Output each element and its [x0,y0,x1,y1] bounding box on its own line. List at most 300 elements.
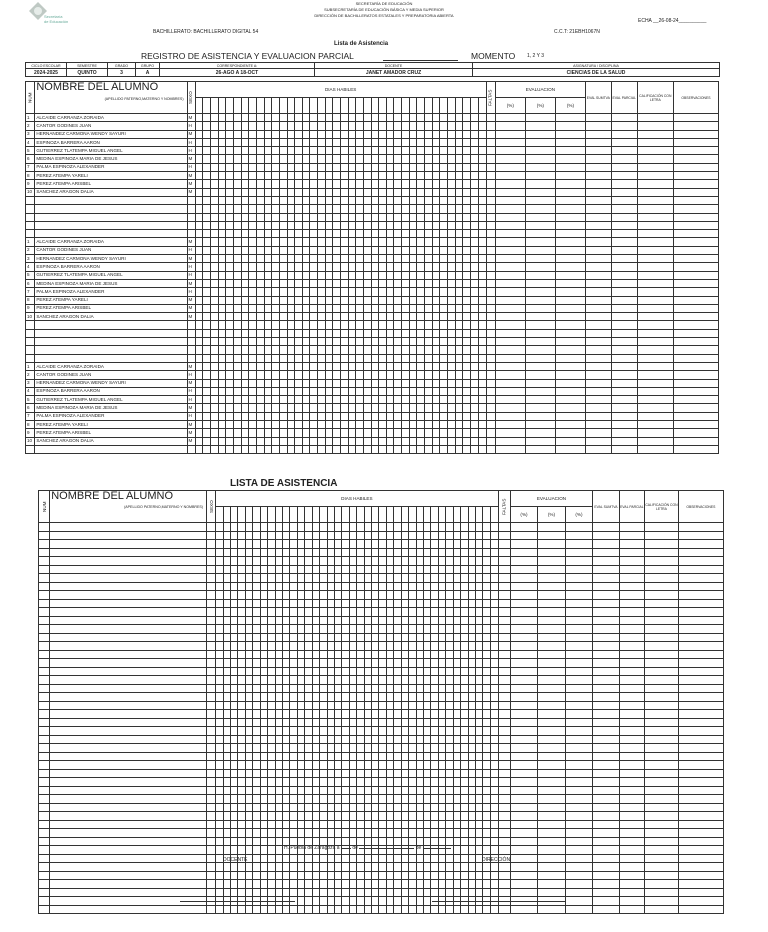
grid-cell [645,727,679,736]
grid-cell [402,271,410,279]
grid-cell [538,905,565,914]
grid-cell [195,172,203,180]
grid-cell [417,429,425,437]
grid-cell [431,778,438,787]
grid-cell [223,735,230,744]
grid-cell [401,803,408,812]
grid-cell [318,420,326,428]
grid-cell [327,633,334,642]
grid-cell [357,854,364,863]
grid-cell [282,812,289,821]
grid-cell [447,114,455,122]
grid-cell [216,565,223,574]
grid-cell [673,255,718,263]
grid-cell [275,557,282,566]
grid-cell [673,437,718,445]
grid-cell [475,608,482,617]
grid-cell [645,574,679,583]
grid-cell [279,437,287,445]
grid-cell [302,188,310,196]
grid-cell [478,271,486,279]
grid-cell [249,288,257,296]
grid-cell [226,263,234,271]
grid-cell [272,138,280,146]
grid-cell [498,863,510,872]
day-header-cell [453,507,460,523]
grid-cell [645,710,679,719]
grid-cell [203,371,211,379]
grid-cell [268,523,275,532]
grid-cell [645,591,679,600]
grid-cell [432,313,440,321]
row-sex: M [187,255,195,263]
grid-cell [211,396,219,404]
row-num [26,346,35,354]
grid-cell [498,523,510,532]
grid-cell [290,812,297,821]
grid-cell [325,396,333,404]
grid-cell [272,263,280,271]
grid-cell [372,591,379,600]
grid-cell [483,574,490,583]
grid-cell [409,180,417,188]
grid-cell [264,221,272,229]
grid-cell [211,138,219,146]
grid-cell [356,445,364,453]
grid-cell [334,727,341,736]
grid-cell [238,633,245,642]
grid-cell [195,338,203,346]
grid-cell [371,163,379,171]
grid-cell [356,296,364,304]
grid-cell [234,387,242,395]
grid-cell [416,633,423,642]
grid-cell [349,863,356,872]
grid-cell [555,263,585,271]
grid-cell [226,329,234,337]
grid-cell [417,329,425,337]
grid-cell [495,130,525,138]
grid-cell [619,574,644,583]
grid-cell [290,829,297,838]
row-num: 4 [26,263,35,271]
grid-cell [425,354,433,362]
grid-cell [619,812,644,821]
grid-cell [394,710,401,719]
grid-cell [394,633,401,642]
grid-cell [470,346,478,354]
grid-cell [241,163,249,171]
grid-cell [565,616,592,625]
grid-cell [231,727,238,736]
grid-cell [238,667,245,676]
grid-cell [379,114,387,122]
grid-cell [470,238,478,246]
grid-cell [245,846,252,855]
grid-cell [203,213,211,221]
grid-cell [290,557,297,566]
grid-cell [498,812,510,821]
grid-cell [371,371,379,379]
grid-cell [510,863,537,872]
grid-cell [645,837,679,846]
grid-cell [565,718,592,727]
grid-cell [483,769,490,778]
grid-cell [379,710,386,719]
grid-cell [241,387,249,395]
grid-cell [297,642,304,651]
grid-cell [490,880,498,889]
grid-cell [510,744,537,753]
grid-cell [498,744,510,753]
grid-cell [565,693,592,702]
grid-cell [401,769,408,778]
table-row [26,396,719,404]
grid-cell [461,557,468,566]
header-line-2: SUBSECRETARÍA DE EDUCACIÓN BÁSICA Y MEDIA SUPERIOR [324,7,444,12]
grid-cell [645,812,679,821]
grid-cell [253,616,260,625]
grid-cell [334,599,341,608]
grid-cell [295,371,303,379]
grid-cell [379,880,386,889]
grid-cell [478,221,486,229]
grid-cell [455,296,463,304]
row-sex [207,795,216,804]
grid-cell [585,354,611,362]
grid-cell [325,163,333,171]
table-row [26,437,719,445]
grid-cell [371,221,379,229]
grid-cell [272,354,280,362]
table-row [39,854,724,863]
grid-cell [223,803,230,812]
grid-cell [379,744,386,753]
grid-cell [195,279,203,287]
grid-cell [363,279,371,287]
grid-cell [364,608,371,617]
header-line-3: DIRECCIÓN DE BACHILLERATOS ESTATALES Y PREPARATORIA ABIERTA [314,13,454,18]
grid-cell [565,574,592,583]
grid-cell [216,548,223,557]
grid-cell [678,735,723,744]
grid-cell [371,180,379,188]
pct-header: (%) [565,507,592,523]
day-header-cell [468,507,475,523]
grid-cell [356,147,364,155]
grid-cell [305,565,312,574]
grid-cell [585,130,611,138]
grid-cell [619,650,644,659]
table-row [39,608,724,617]
grid-cell [447,346,455,354]
grid-cell [216,676,223,685]
grid-cell [268,642,275,651]
grid-cell [386,659,393,668]
grid-cell [264,147,272,155]
grid-cell [333,130,341,138]
grid-cell [249,346,257,354]
grid-cell [478,114,486,122]
grid-cell [379,761,386,770]
grid-cell [287,371,295,379]
grid-cell [325,263,333,271]
grid-cell [565,854,592,863]
grid-cell [363,429,371,437]
grid-cell [231,667,238,676]
table-row [26,279,719,287]
grid-cell [216,812,223,821]
grid-cell [565,531,592,540]
grid-cell [585,122,611,130]
grid-cell [310,346,318,354]
grid-cell [287,230,295,238]
grid-cell [637,396,673,404]
grid-cell [379,820,386,829]
grid-cell [463,114,471,122]
row-sex [207,718,216,727]
grid-cell [327,897,334,906]
grid-cell [461,548,468,557]
grid-cell [195,180,203,188]
grid-cell [431,769,438,778]
grid-cell [490,676,498,685]
grid-cell [318,387,326,395]
grid-cell [320,888,327,897]
grid-cell [417,445,425,453]
grid-cell [223,905,230,914]
grid-cell [637,188,673,196]
grid-cell [423,795,430,804]
grid-cell [333,288,341,296]
row-name [50,676,207,685]
grid-cell [565,625,592,634]
grid-cell [234,114,242,122]
grid-cell [402,371,410,379]
grid-cell [379,238,387,246]
grid-cell [290,523,297,532]
grid-cell [231,616,238,625]
grid-cell [416,565,423,574]
grid-cell [446,693,453,702]
grid-cell [372,829,379,838]
grid-cell [302,420,310,428]
grid-cell [348,163,356,171]
grid-cell [425,163,433,171]
grid-cell [475,531,482,540]
grid-cell [637,263,673,271]
grid-cell [238,795,245,804]
grid-cell [342,557,349,566]
grid-cell [297,523,304,532]
grid-cell [510,752,537,761]
grid-cell [555,230,585,238]
grid-cell [673,354,718,362]
grid-cell [386,786,393,795]
grid-cell [611,437,637,445]
row-sex [207,735,216,744]
grid-cell [268,591,275,600]
grid-cell [195,163,203,171]
grid-cell [394,888,401,897]
grid-cell [432,238,440,246]
grid-cell [483,778,490,787]
grid-cell [416,812,423,821]
grid-cell [356,396,364,404]
grid-cell [386,437,394,445]
grid-cell [379,263,387,271]
grid-cell [241,420,249,428]
table-row [39,735,724,744]
grid-cell [470,321,478,329]
grid-cell [402,230,410,238]
grid-cell [483,633,490,642]
sexo-header: SEXO [207,491,216,523]
grid-cell [386,778,393,787]
grid-cell [468,599,475,608]
grid-cell [423,735,430,744]
grid-cell [287,412,295,420]
grid-cell [555,379,585,387]
grid-cell [282,820,289,829]
grid-cell [431,795,438,804]
grid-cell [565,591,592,600]
grid-cell [468,531,475,540]
day-header-cell [356,98,364,114]
grid-cell [320,659,327,668]
grid-cell [310,188,318,196]
grid-cell [357,574,364,583]
grid-cell [409,437,417,445]
grid-cell [453,608,460,617]
grid-cell [223,769,230,778]
day-header-cell [211,98,219,114]
grid-cell [468,650,475,659]
grid-cell [260,727,267,736]
grid-cell [320,786,327,795]
grid-cell [320,735,327,744]
day-header-cell [342,507,349,523]
grid-cell [525,147,555,155]
grid-cell [318,279,326,287]
grid-cell [282,693,289,702]
grid-cell [282,829,289,838]
grid-cell [238,531,245,540]
grid-cell [678,727,723,736]
grid-cell [585,321,611,329]
grid-cell [333,437,341,445]
grid-cell [409,271,417,279]
dias-header: DIAS HABILES [195,82,486,98]
grid-cell [334,761,341,770]
grid-cell [409,905,416,914]
grid-cell [386,279,394,287]
grid-cell [490,752,498,761]
grid-cell [264,329,272,337]
grid-cell [565,650,592,659]
grid-cell [593,820,619,829]
grid-cell [495,263,525,271]
grid-cell [342,565,349,574]
grid-cell [611,180,637,188]
grid-cell [318,321,326,329]
grid-cell [423,871,430,880]
grid-cell [342,752,349,761]
grid-cell [402,172,410,180]
table-row [39,625,724,634]
grid-cell [357,565,364,574]
grid-cell [279,288,287,296]
grid-cell [486,371,495,379]
grid-cell [447,255,455,263]
grid-cell [593,701,619,710]
grid-cell [211,147,219,155]
grid-cell [585,138,611,146]
grid-cell [195,396,203,404]
grid-cell [275,812,282,821]
grid-cell [432,296,440,304]
table-row [39,718,724,727]
grid-cell [495,396,525,404]
grid-cell [401,548,408,557]
grid-cell [238,803,245,812]
grid-cell [463,313,471,321]
grid-cell [593,718,619,727]
grid-cell [279,172,287,180]
grid-cell [446,599,453,608]
grid-cell [611,329,637,337]
grid-cell [363,412,371,420]
grid-cell [371,122,379,130]
table-row [26,238,719,246]
bachillerato: BACHILLERATO: BACHILLERATO DIGITAL 54 [153,29,259,35]
grid-cell [268,795,275,804]
grid-cell [538,744,565,753]
grid-cell [287,387,295,395]
grid-cell [253,778,260,787]
table-row [39,582,724,591]
grid-cell [402,437,410,445]
grid-cell [409,238,417,246]
grid-cell [478,255,486,263]
grid-cell [327,888,334,897]
grid-cell [238,871,245,880]
grid-cell [349,548,356,557]
grid-cell [470,138,478,146]
grid-cell [297,727,304,736]
grid-cell [425,114,433,122]
grid-cell [423,557,430,566]
grid-cell [249,445,257,453]
grid-cell [238,591,245,600]
grid-cell [223,778,230,787]
grid-cell [475,565,482,574]
grid-cell [463,221,471,229]
day-header-cell [440,98,448,114]
grid-cell [238,625,245,634]
grid-cell [431,752,438,761]
grid-cell [593,778,619,787]
grid-cell [431,565,438,574]
grid-cell [268,565,275,574]
grid-cell [275,829,282,838]
grid-cell [327,854,334,863]
row-name [35,445,187,453]
grid-cell [287,296,295,304]
row-name [35,213,187,221]
grid-cell [447,238,455,246]
grid-cell [490,846,498,855]
